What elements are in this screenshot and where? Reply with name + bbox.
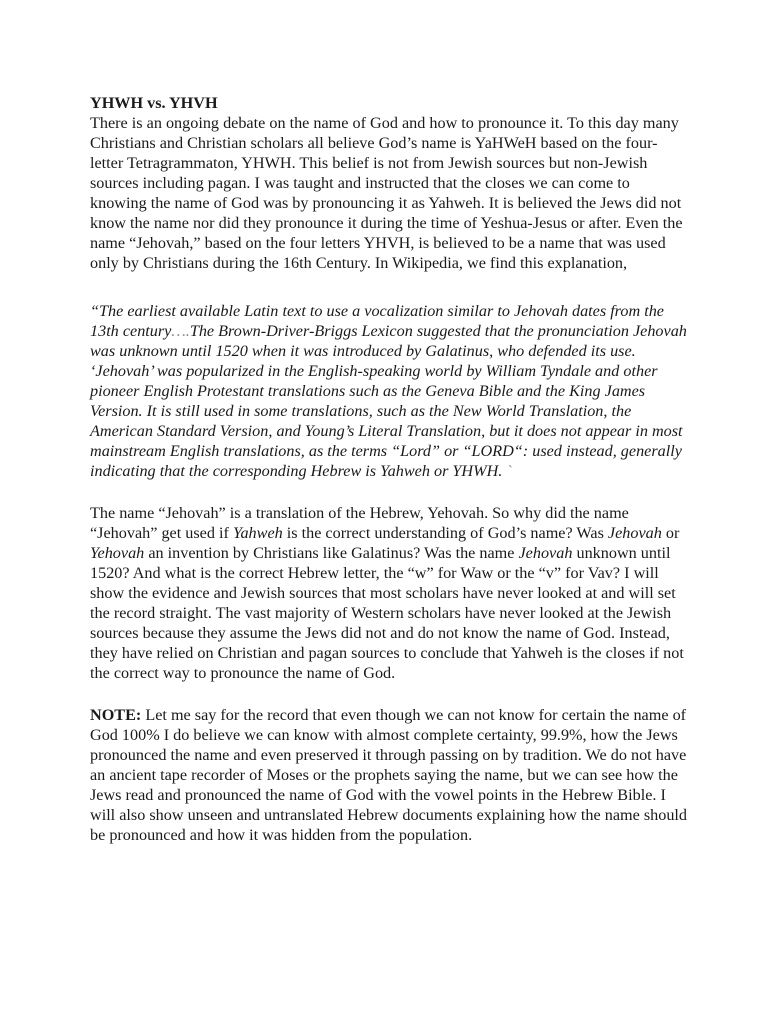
wikipedia-quote [90,301,690,481]
p3-text-3: or [661,524,680,542]
p3-text-4: an invention by Christians like Galatinus? Was the name [144,544,519,562]
jehovah-paragraph [90,503,690,683]
p3-text-2: is the correct understanding of God’s name? Was [282,524,608,542]
quote-part-a: “The earliest available Latin text to use a vocalization similar to Jehovah dates from the 13th century [90,302,664,340]
p3-jehovah-2: Jehovah [518,544,573,562]
p3-text-1: The name “Jehovah” is a translation of the Hebrew, Yehovah. So why did the name “Jehovah” get used if [90,504,629,542]
note-text: Let me say for the record that even though we can not know for certain the name of God 100% I do believe we can know with almost complete certainty, 99.9%, how the Jews pronounced the name and even preserved it through passing on by tradition. We do not have an ancient tape recorder of Moses or the prophets saying the name, but we can see how the Jews read and pronounced the name of God with the vowel points in the Hebrew Bible. I will also show unseen and untranslated Hebrew documents explaining how the name should be pronounced and how it was hidden from the population. [90,706,688,844]
note-label: NOTE: [90,706,142,724]
note-paragraph [90,705,690,845]
quote-part-b: The Brown-Driver-Briggs Lexicon suggested that the pronunciation Jehovah was unknown until 1520 when it was introduced by Galatinus, who defended its use. ‘Jehovah’ was popularized in the English-speaking world by William Tyndale and other pioneer English Protestant translations such as the Geneva Bible and the King James Version. It is still used in some translations, such as the New World Translation, the American Standard Version, and Young’s Literal Translation, but it does not appear in most mainstream English translations, as the terms “Lord” or “LORD“: used instead, generally indicating that the corresponding Hebrew is Yahweh or YHWH. [90,322,687,480]
p3-text-5: unknown until 1520? And what is the correct Hebrew letter, the “w” for Waw or the “v” for Vav? I will show the evidence and Jewish sources that most scholars have never looked at and will set the record straight. The vast majority of Western scholars have never looked at the Jewish sources because they assume the Jews did not and do not know the name of God. Instead, they have relied on Christian and pagan sources to conclude that Yahweh is the closes if not the correct way to pronounce the name of God. [90,544,684,682]
p3-yehovah: Yehovah [90,544,145,562]
document-title: YHWH vs. YHVH [90,94,218,112]
quote-tail: ` [502,462,512,480]
intro-paragraph: There is an ongoing debate on the name of God and how to pronounce it. To this day many Christians and Christian scholars all believe God’s name is YaHWeH based on the four-letter Tetragrammaton, YHWH. This belief is not from Jewish sources but non-Jewish sources including pagan. I was taught and instructed that the closes we can come to knowing the name of God was by pronouncing it as Yahweh. It is believed the Jews did not know the name nor did they pronounce it during the time of Yeshua-Jesus or after. Even the name “Jehovah,” based on the four letters YHVH, is believed to be a name that was used only by Christians during the 16th Century. In Wikipedia, we find this explanation, [90,114,683,272]
document-body [90,93,690,845]
quote-ellipsis: …. [171,322,190,340]
p3-jehovah-1: Jehovah [607,524,662,542]
p3-yahweh: Yahweh [232,524,283,542]
